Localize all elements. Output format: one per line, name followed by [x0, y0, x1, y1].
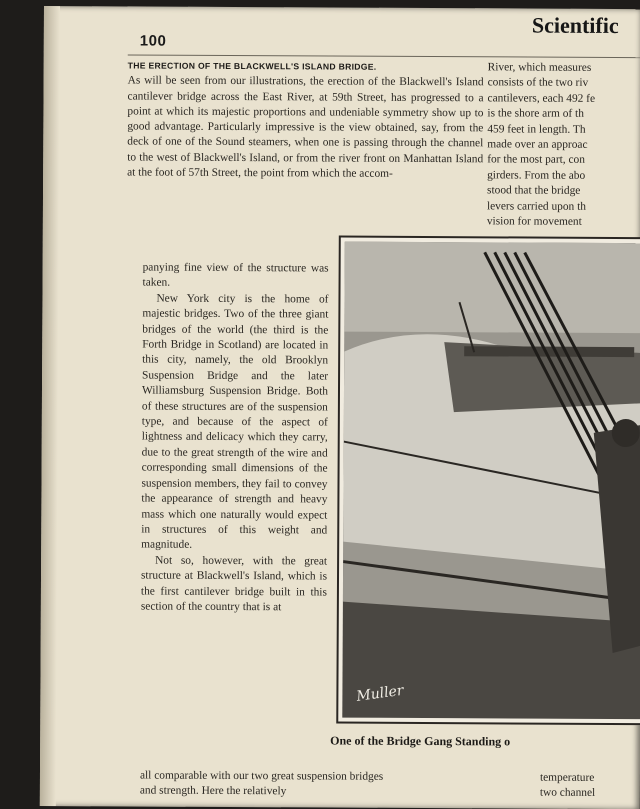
- bridge-photo: [342, 242, 640, 720]
- right-column-line: 459 feet in length. Th: [487, 122, 586, 136]
- photo-caption: One of the Bridge Gang Standing o: [330, 733, 511, 749]
- right-column-line: stood that the bridge: [487, 184, 581, 197]
- bottom-right-line: two channel: [539, 787, 596, 800]
- photographer-signature: Muller: [355, 682, 405, 705]
- bottom-right-text: [540, 771, 640, 803]
- newspaper-page: [40, 6, 640, 809]
- right-column-line: River, which measures: [487, 61, 592, 74]
- bottom-left-line: all comparable with our two great suspension bridges: [139, 769, 384, 783]
- article-headline: THE ERECTION OF THE BLACKWELL'S ISLAND BRIDGE.: [127, 60, 377, 72]
- right-column-line: girders. From the abo: [487, 169, 586, 182]
- header-rule: [128, 54, 640, 58]
- bottom-left-line: and strength. Here the relatively: [139, 784, 287, 798]
- right-column-line: is the shore arm of th: [487, 107, 584, 121]
- page-number: 100: [139, 32, 167, 50]
- article-intro: As will be seen from our illustrations, the erection of the Blackwell's Island cantilever bridge across the East River, at 59th Street, has progressed to a point at which its majestic proportions and undeniable symmetry show up to good advantage. Particularly impressive is the view obtained, say, from the deck of one of the Sound steamers, when one is passing through the channel to the west of Blackwell's Island, or from the river front on Manhattan Island at the foot of 57th Street, the point from which the accom-: [127, 74, 484, 180]
- article-paragraph-cantilever: Not so, however, with the great structure at Blackwell's Island, which is the first cantilever bridge built in this section of the country that is at: [140, 554, 328, 614]
- right-column: [487, 60, 640, 230]
- bottom-left-text: [140, 769, 520, 802]
- article-intro-tail: panying fine view of the structure was taken.: [142, 261, 329, 290]
- article-lead-column: [127, 58, 484, 182]
- article-narrow-column: [141, 261, 329, 616]
- bridge-photo-frame: [336, 236, 640, 726]
- bridge-photo-illustration: [342, 242, 640, 720]
- masthead: Scientific: [531, 12, 619, 39]
- right-column-line: made over an approac: [487, 138, 588, 151]
- right-column-line: levers carried upon th: [486, 199, 586, 213]
- article-paragraph-bridges: New York city is the home of majestic bridges. Two of the three giant bridges of the world (the third is the Forth Bridge in Scotland) are located in this city, namely, the old Brooklyn Suspension Bridge and the later Williamsburg Suspension Bridge. Both of these structures are of the suspension type, and because of the aspect of lightness and delicacy which they carry, due to the great strength of the wire and corresponding small dimensions of the suspension members, they fail to convey the appearance of strength and heavy mass which one naturally would expect in structures of this weight and magnitude.: [141, 292, 329, 552]
- right-column-line: consists of the two riv: [487, 76, 589, 90]
- right-column-line: cantilevers, each 492 fe: [487, 92, 596, 105]
- right-column-line: for the most part, con: [487, 153, 585, 167]
- page-spine-shadow: [40, 6, 60, 806]
- right-column-line: vision for movement: [486, 215, 582, 228]
- bottom-right-line: temperature: [539, 771, 595, 784]
